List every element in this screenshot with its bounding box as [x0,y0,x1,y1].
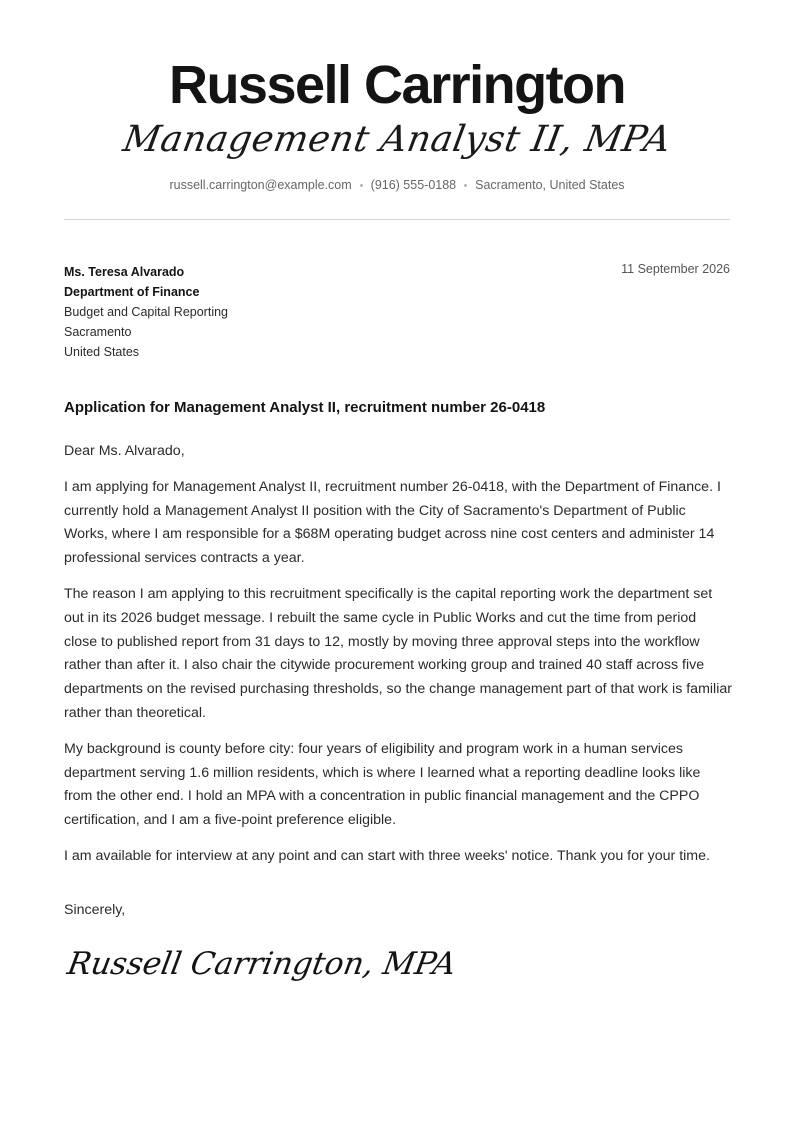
contact-email[interactable]: russell.carrington@example.com [169,178,352,192]
body-paragraph: I am applying for Management Analyst II, recruitment number 26-0418, with the Department of Finance. I currently hold a Management Analyst II position with the City of Sacramento's Department of Public Works, where I am responsible for a $68M operating budget across nine cost centers and administer 14 professional services contracts a year. [64,478,721,567]
body-paragraph: I am available for interview at any point and can start with three weeks' notice. Thank you for your time. [64,847,710,864]
recipient-name: Ms. Teresa Alvarado [64,265,185,279]
recipient-city: Sacramento [64,325,132,339]
separator-dot [360,184,363,187]
separator-dot [464,184,467,187]
recipient-unit: Budget and Capital Reporting [64,305,229,319]
recipient-country: United States [64,345,140,359]
applicant-title: Management Analyst II, MPA [120,119,675,160]
salutation: Dear Ms. Alvarado, [64,443,185,459]
body-paragraph: My background is county before city: four years of eligibility and program work in a human services department serving 1.6 million residents, which is where I learned what a reporting deadline looks like from the other end. I hold an MPA with a concentration in public financial management and the CPPO certification, and I am a five-point preference eligible. [64,740,701,829]
contact-phone[interactable]: (916) 555-0188 [370,178,457,192]
letter-body [64,440,732,881]
applicant-name: Russell Carrington [168,55,626,115]
letter-subject: Application for Management Analyst II, recruitment number 26-0418 [64,399,546,416]
body-paragraph: The reason I am applying to this recruitment specifically is the capital reporting work the department set out in its 2026 budget message. I rebuilt the same cycle in Public Works and cut the time from period close to published report from 31 days to 12, mostly by moving three approval steps into the workflow rather than after it. I also chair the citywide procurement working group and trained 40 staff across five departments on the revised purchasing thresholds, so the change management part of that work is familiar rather than theoretical. [64,585,732,721]
recipient-block [64,262,228,362]
recipient-department: Department of Finance [64,285,200,299]
closing: Sincerely, [64,902,126,918]
contact-location: Sacramento, United States [475,178,625,192]
contact-line [0,178,794,192]
signature: Russell Carrington, MPA [64,946,459,982]
letter-header [0,0,794,192]
header-divider [64,219,730,220]
letter-date: 11 September 2026 [621,262,730,276]
